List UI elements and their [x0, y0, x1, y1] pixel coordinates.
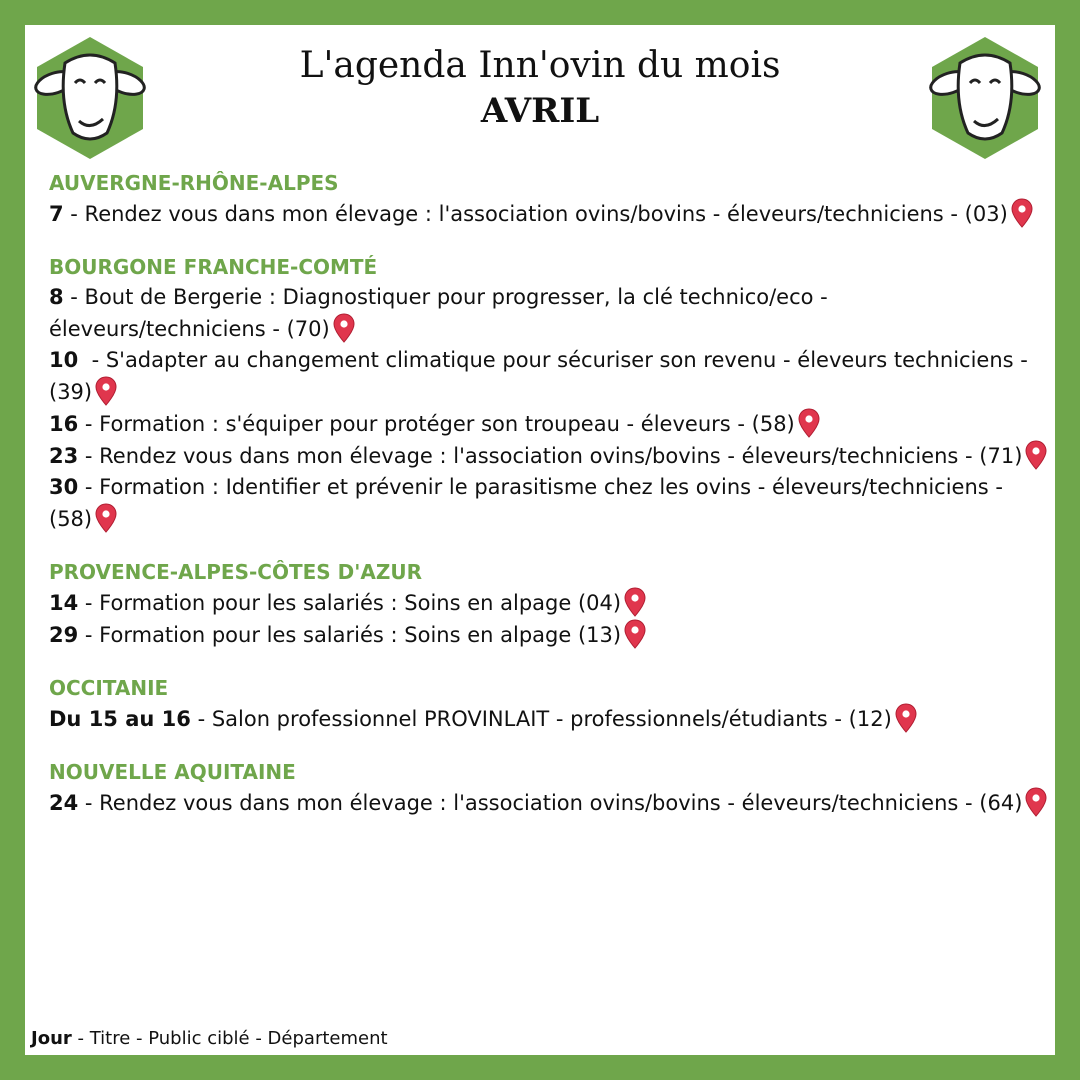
page-title [25, 43, 1055, 133]
region-section [49, 673, 1049, 735]
event-day: 10 [49, 348, 79, 372]
location-pin-icon [1025, 787, 1047, 817]
location-pin-icon [798, 408, 820, 438]
region-section [49, 757, 1049, 819]
event-text: - Formation : Identifier et prévenir le parasitisme chez les ovins - éleveurs/techniciens - (58) [49, 475, 1010, 531]
legend-rest: - Titre - Public ciblé - Département [71, 1028, 388, 1049]
event-day: 7 [49, 202, 64, 226]
location-pin-icon [624, 619, 646, 649]
event-day: 8 [49, 285, 64, 309]
event-day: 29 [49, 623, 79, 647]
location-pin-icon [895, 703, 917, 733]
event-text: - Rendez vous dans mon élevage : l'association ovins/bovins - éleveurs/techniciens - (71) [78, 444, 1023, 468]
event-text: - Rendez vous dans mon élevage : l'association ovins/bovins - éleveurs/techniciens - (03) [63, 202, 1008, 226]
location-pin-icon [624, 587, 646, 617]
event-item [49, 345, 1049, 408]
region-title: AUVERGNE-RHÔNE-ALPES [49, 171, 339, 195]
location-pin-icon [95, 376, 117, 406]
event-day: 30 [49, 475, 79, 499]
event-text: - S'adapter au changement climatique pour sécuriser son revenu - éleveurs techniciens - (39) [49, 348, 1035, 404]
location-pin-icon [1011, 198, 1033, 228]
legend-bold: Jour [31, 1028, 72, 1049]
event-item [49, 472, 1049, 535]
region-section [49, 252, 1049, 535]
event-text: - Rendez vous dans mon élevage : l'association ovins/bovins - éleveurs/techniciens - (64) [78, 791, 1023, 815]
event-text: - Formation pour les salariés : Soins en alpage (04) [78, 591, 622, 615]
region-section [49, 168, 1049, 230]
event-text: - Formation : s'équiper pour protéger son troupeau - éleveurs - (58) [78, 412, 795, 436]
location-pin-icon [1025, 440, 1047, 470]
event-day: Du 15 au 16 [49, 707, 191, 731]
poster-frame [25, 25, 1055, 1055]
event-text: - Formation pour les salariés : Soins en alpage (13) [78, 623, 622, 647]
event-item [49, 619, 1049, 651]
event-day: 23 [49, 444, 79, 468]
region-title: PROVENCE-ALPES-CÔTES D'AZUR [49, 560, 422, 584]
event-day: 14 [49, 591, 79, 615]
location-pin-icon [333, 313, 355, 343]
location-pin-icon [95, 503, 117, 533]
event-item [49, 587, 1049, 619]
event-item [49, 198, 1049, 230]
event-day: 24 [49, 791, 79, 815]
event-item [49, 408, 1049, 440]
event-item [49, 440, 1049, 472]
event-item [49, 282, 1049, 345]
event-text: - Salon professionnel PROVINLAIT - professionnels/étudiants - (12) [190, 707, 892, 731]
event-item [49, 703, 1049, 735]
agenda-list [49, 168, 1049, 841]
title-line: L'agenda Inn'ovin du mois [299, 45, 781, 86]
event-item [49, 787, 1049, 819]
event-text: - Bout de Bergerie : Diagnostiquer pour progresser, la clé technico/eco - éleveurs/techniciens - (70) [49, 285, 835, 341]
region-section [49, 557, 1049, 651]
region-title: NOUVELLE AQUITAINE [49, 760, 296, 784]
region-title: OCCITANIE [49, 676, 169, 700]
event-day: 16 [49, 412, 79, 436]
month-title: AVRIL [480, 91, 600, 131]
region-title: BOURGONE FRANCHE-COMTÉ [49, 255, 378, 279]
legend [31, 1028, 388, 1049]
